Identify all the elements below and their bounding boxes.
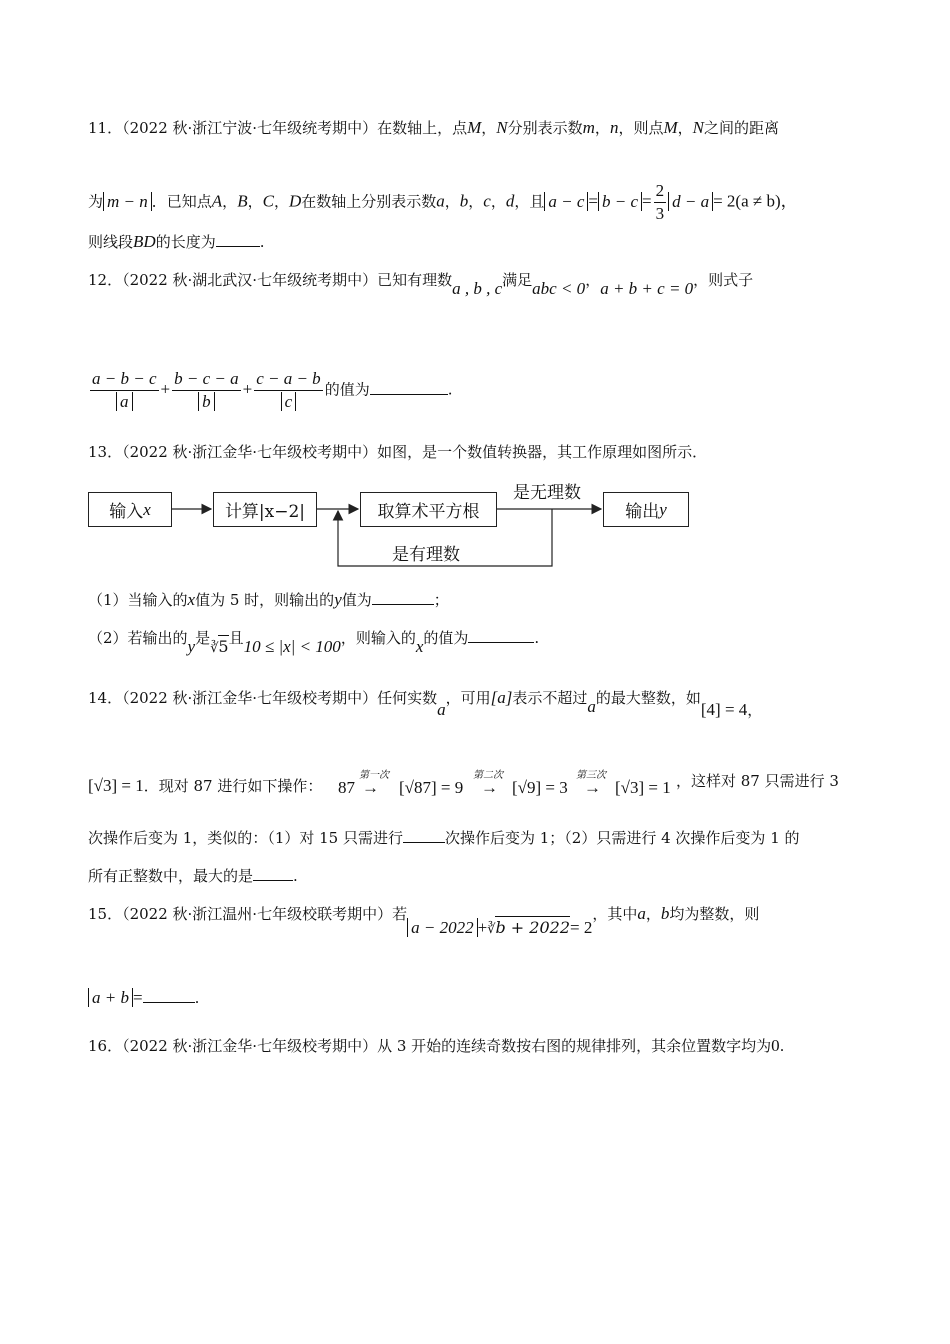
- q12-line1: 12．（2022 秋·湖北武汉·七年级统考期中）已知有理数a , b , c满足abc < 0，a + b + c = 0，则式子: [88, 271, 754, 298]
- q14-line2-tail: ，这样对 87 只需进行 3: [676, 772, 839, 790]
- flow-box-input: 输入 x: [88, 492, 172, 527]
- q14-line2: [√3] = 1．现对 87 进行如下操作：: [88, 776, 323, 795]
- q15-line2: a + b = .: [88, 988, 199, 1008]
- q15-number: 15．: [88, 905, 123, 923]
- q13-line1: 13．（2022 秋·浙江金华·七年级校考期中）如图，是一个数值转换器，其工作原理如图所示．: [88, 443, 708, 461]
- q14-step2: [√9] = 3: [512, 778, 568, 797]
- q11-fraction: $\frac{2}{3}$: [655, 181, 665, 223]
- q12-number: 12．: [88, 271, 123, 289]
- q15-equation: a − 2022 +∛b + 2022= 2: [407, 918, 592, 937]
- q14-line3: 次操作后变为 1，类似的：（1）对 15 只需进行 次操作后变为 1；（2）只需进行 4 次操作后变为 1 的: [88, 829, 800, 847]
- q14-sub1-blank[interactable]: [403, 828, 445, 843]
- q11-line2: 为 m − n ．已知点A，B，C，D在数轴上分别表示数a，b，c，d，且 a − c = b − c = $\frac{2}{3}$ d − a = 2(a ≠ b)，: [88, 181, 798, 223]
- flow-box-sqrt: 取算术平方根: [360, 492, 497, 527]
- q11-line3: 则线段BD的长度为 .: [88, 232, 265, 251]
- q13-cube-root-5: ∛5: [210, 637, 229, 656]
- q14-sub2-blank[interactable]: [253, 866, 293, 881]
- q14-start-87: 87: [338, 778, 355, 797]
- q12-line2: $\frac{a - b - c}{a}$ + $\frac{b - c - a}{b}$ + $\frac{c - a - b}{c}$ 的值为 .: [92, 369, 453, 411]
- q16-number: 16．: [88, 1037, 123, 1055]
- q12-fraction-2: $\frac{b - c - a}{b}$: [174, 369, 239, 411]
- q13-sub1: （1）当输入的x值为 5 时，则输出的y值为 ；: [88, 590, 449, 609]
- q16-line1: 16．（2022 秋·浙江金华·七年级校考期中）从 3 开始的连续奇数按右图的规律排列，其余位置数字均为0.: [88, 1036, 785, 1055]
- q15-answer-blank[interactable]: [143, 988, 195, 1003]
- q14-step1: [√87] = 9: [399, 778, 464, 797]
- q13-source: （2022 秋·浙江金华·七年级校考期中）: [122, 443, 378, 461]
- q14-line1: 14．（2022 秋·浙江金华·七年级校考期中）任何实数a，可用[a]表示不超过a的最大整数，如[4] = 4，: [88, 688, 763, 719]
- q14-arrow-1: →: [362, 778, 379, 797]
- q11-number: 11．: [88, 119, 123, 137]
- q11-line1: 11．（2022 秋·浙江宁波·七年级统考期中）在数轴上，点M，N分别表示数m，n，则点M，N之间的距离: [88, 118, 779, 137]
- flow-box-compute: 计算|x−2|: [213, 492, 317, 527]
- q12-fraction-1: $\frac{a - b - c}{a}$: [92, 369, 157, 411]
- q14-line4: 所有正整数中，最大的是 .: [88, 867, 298, 885]
- q11-abs-mn: m − n: [103, 192, 152, 211]
- q13-number: 13．: [88, 443, 123, 461]
- q14-step1-label: 第一次: [359, 770, 389, 781]
- q14-step2-label: 第二次: [473, 770, 503, 781]
- q13-sub2-blank[interactable]: [468, 628, 534, 643]
- q15-source: （2022 秋·浙江温州·七年级校联考期中）: [122, 905, 393, 923]
- q14-arrow-2: →: [481, 778, 498, 797]
- q14-step3: [√3] = 1: [615, 778, 671, 797]
- q16-source: （2022 秋·浙江金华·七年级校考期中）: [122, 1037, 378, 1055]
- q14-source: （2022 秋·浙江金华·七年级校考期中）: [122, 689, 378, 707]
- q13-sub2: （2）若输出的y是∛5且10 ≤ |x| < 100，则输入的x的值为 .: [88, 629, 540, 656]
- flow-label-rational: 是有理数: [392, 545, 460, 565]
- q14-arrow-3: →: [584, 778, 601, 797]
- q11-source: （2022 秋·浙江宁波·七年级统考期中）: [122, 119, 378, 137]
- flow-box-output: 输出 y: [603, 492, 689, 527]
- q13-sub1-blank[interactable]: [372, 590, 434, 605]
- q15-line1: 15．（2022 秋·浙江温州·七年级校联考期中）若a − 2022 +∛b + 2022= 2，其中a，b均为整数，则: [88, 904, 760, 937]
- q12-source: （2022 秋·湖北武汉·七年级统考期中）: [122, 271, 378, 289]
- flow-label-irrational: 是无理数: [513, 483, 581, 503]
- q12-fraction-3: $\frac{c - a - b}{c}$: [256, 369, 321, 411]
- q14-step3-label: 第三次: [576, 770, 606, 781]
- q14-number: 14．: [88, 689, 123, 707]
